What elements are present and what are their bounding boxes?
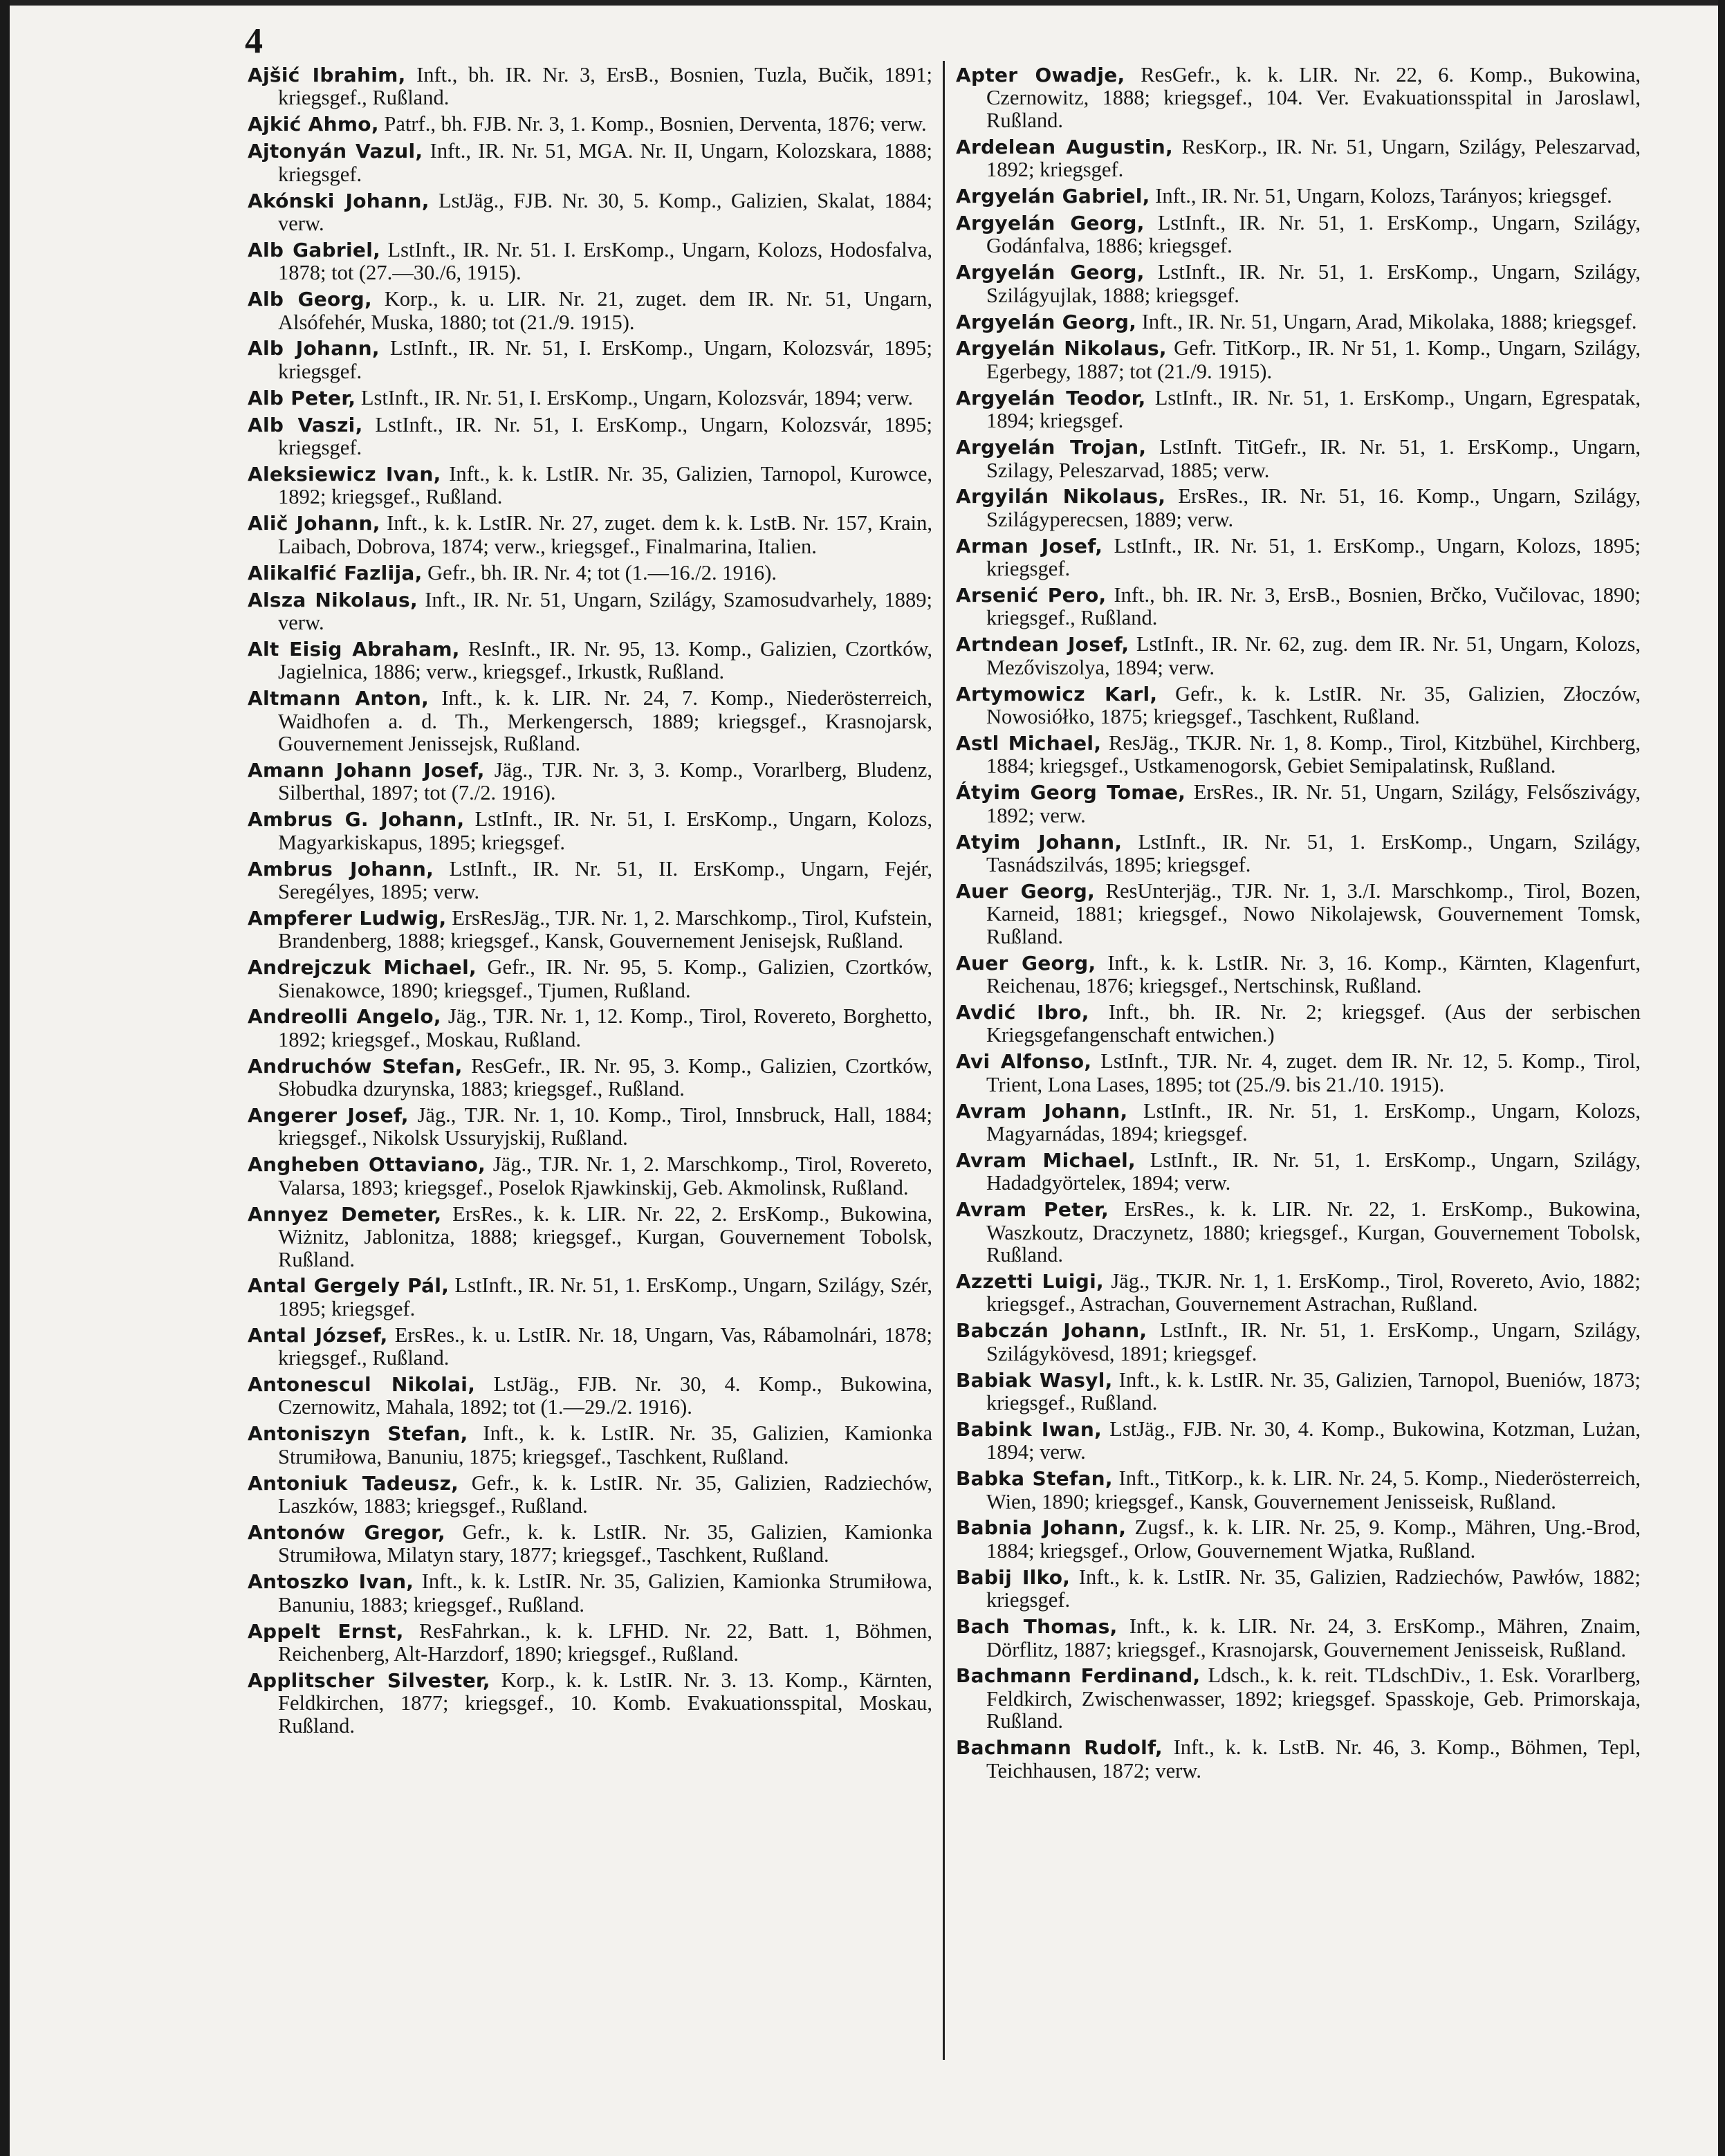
list-entry (956, 311, 1641, 333)
list-entry (956, 337, 1641, 383)
list-entry (956, 261, 1641, 306)
entry-details: Gefr. TitKorp., IR. Nr 51, 1. Komp., Ungarn, Szilágy, Egerbegy, 1887; tot (21./9. 1915). (986, 336, 1641, 383)
entry-name: Ajšić Ibrahim, (248, 64, 406, 86)
entry-name: Ajkić Ahmo, (248, 113, 379, 136)
entry-details: Jäg., TJR. Nr. 1, 10. Komp., Tirol, Innsbruck, Hall, 1884; kriegsgef., Nikolsk Ussuryjskij, Rußland. (278, 1103, 932, 1150)
entry-name: Alb Georg, (248, 288, 372, 311)
entry-name: Arsenić Pero, (956, 584, 1107, 607)
entry-name: Ajtonyán Vazul, (248, 140, 423, 163)
entry-details: Gefr., bh. IR. Nr. 4; tot (1.—16./2. 1916). (427, 560, 777, 584)
list-entry (956, 1149, 1641, 1195)
entry-details: Inft., k. k. LstIR. Nr. 27, zuget. dem k. k. LstB. Nr. 157, Krain, Laibach, Dobrova, 1874; verw., kriegsgef., Finalmarina, Italien. (278, 511, 932, 558)
entry-details: LstInft., IR. Nr. 51, 1. ErsKomp., Ungarn, Szilágy, Szilágyujlak, 1888; kriegsgef. (986, 260, 1641, 307)
entry-details: ResJäg., TKJR. Nr. 1, 8. Komp., Tirol, Kitzbühel, Kirchberg, 1884; kriegsgef., Ustkamenogorsk, Gebiet Semipalatinsk, Rußland. (986, 730, 1641, 778)
list-entry (248, 1472, 932, 1518)
entry-details: LstInft., IR. Nr. 51, 1. ErsKomp., Ungarn, Kolozs, Magyarnádas, 1894; kriegsgef. (986, 1098, 1641, 1145)
list-entry (248, 512, 932, 558)
list-entry (956, 1001, 1641, 1047)
entry-name: Andruchów Stefan, (248, 1054, 463, 1078)
entry-name: Argyelán Trojan, (956, 436, 1147, 459)
list-entry (248, 956, 932, 1002)
list-entry (248, 288, 932, 333)
list-entry (956, 1319, 1641, 1365)
entry-details: LstInft., IR. Nr. 51, 1. ErsKomp., Ungarn, Szilágy, Szér, 1895; kriegsgef. (278, 1273, 932, 1320)
list-entry (956, 880, 1641, 948)
entry-name: Andrejczuk Michael, (248, 956, 477, 979)
list-entry (248, 687, 932, 755)
entry-name: Astl Michael, (956, 731, 1102, 755)
entry-name: Argyelán Teodor, (956, 386, 1146, 409)
entry-name: Antonów Gregor, (248, 1520, 445, 1544)
entry-details: LstJäg., FJB. Nr. 30, 5. Komp., Galizien, Skalat, 1884; verw. (278, 188, 932, 235)
entry-details: Korp., k. k. LstIR. Nr. 3. 13. Komp., Kärnten, Feldkirchen, 1877; kriegsgef., 10. Komb. Evakuationsspital, Moskau, Rußland. (278, 1668, 933, 1738)
list-entry (248, 589, 932, 634)
entry-details: Inft., k. k. LIR. Nr. 24, 7. Komp., Niederösterreich, Waidhofen a. d. Th., Merkengersch, 1889; kriegsgef., Krasnojarsk, Gouvernement Jenissejsk, Rußland. (278, 686, 932, 755)
entry-name: Amann Johann Josef, (248, 758, 485, 782)
entry-details: LstInft., IR. Nr. 51, 1. ErsKomp., Ungarn, Szilágy, Godánfalva, 1886; kriegsgef. (986, 210, 1641, 258)
entry-name: Argyelán Georg, (956, 211, 1145, 234)
list-entry (956, 781, 1641, 827)
entry-name: Applitscher Silvester, (248, 1668, 490, 1692)
list-entry (956, 1050, 1641, 1096)
list-entry (956, 1198, 1641, 1266)
list-entry (248, 907, 932, 952)
list-entry (956, 185, 1641, 208)
entry-name: Antal József, (248, 1323, 388, 1347)
entry-name: Antal Gergely Pál, (248, 1274, 450, 1298)
list-entry (248, 387, 932, 409)
entry-name: Avdić Ibro, (956, 1000, 1089, 1024)
entry-name: Argyelán Gabriel, (956, 185, 1150, 208)
list-entry (956, 1566, 1641, 1612)
list-entry (248, 337, 932, 383)
entry-details: Inft., bh. IR. Nr. 3, ErsB., Bosnien, Tuzla, Bučik, 1891; kriegsgef., Rußland. (278, 63, 932, 110)
list-entry (248, 1203, 932, 1271)
entry-name: Ambrus Johann, (248, 857, 434, 881)
entry-name: Altmann Anton, (248, 687, 430, 710)
entry-details: Inft., k. k. LstIR. Nr. 35, Galizien, Kamionka Strumiłowa, Banuniu, 1875; kriegsgef., Taschkent, Rußland. (278, 1421, 932, 1468)
entry-details: Jäg., TJR. Nr. 1, 12. Komp., Tirol, Rovereto, Borghetto, 1892; kriegsgef., Moskau, Rußland. (278, 1004, 933, 1051)
entry-name: Andreolli Angelo, (248, 1005, 441, 1029)
right-column (956, 64, 1641, 1785)
entry-name: Angheben Ottaviano, (248, 1153, 486, 1177)
list-entry (956, 1615, 1641, 1661)
entry-details: ErsRes., IR. Nr. 51, Ungarn, Szilágy, Felsőszivágy, 1892; verw. (986, 780, 1641, 827)
entry-details: Jäg., TJR. Nr. 1, 2. Marschkomp., Tirol, Rovereto, Valarsa, 1893; kriegsgef., Poselok Rjawkinskij, Geb. Akmolinsk, Rußland. (278, 1152, 932, 1199)
list-entry (248, 1521, 932, 1567)
entry-details: Gefr., IR. Nr. 95, 5. Komp., Galizien, Czortków, Sienakowce, 1890; kriegsgef., Tjumen, Rußland. (278, 955, 932, 1002)
list-entry (956, 1467, 1641, 1513)
entry-name: Avram Peter, (956, 1198, 1109, 1222)
entry-details: Gefr., k. k. LstIR. Nr. 35, Galizien, Złoczów, Nowosiółko, 1875; kriegsgef., Taschkent, Rußland. (986, 681, 1641, 729)
entry-details: Jäg., TJR. Nr. 3, 3. Komp., Vorarlberg, Bludenz, Silberthal, 1897; tot (7./2. 1916). (278, 757, 932, 805)
list-entry (248, 64, 932, 109)
entry-name: Babnia Johann, (956, 1516, 1127, 1540)
list-entry (248, 113, 932, 136)
entry-details: Inft., k. k. LstB. Nr. 46, 3. Komp., Böhmen, Tepl, Teichhausen, 1872; verw. (986, 1735, 1641, 1782)
column-divider (943, 61, 945, 2060)
entry-name: Babiak Wasyl, (956, 1368, 1113, 1392)
entry-details: Inft., k. k. LstIR. Nr. 35, Galizien, Tarnopol, Kurowce, 1892; kriegsgef., Rußland. (278, 462, 932, 509)
list-entry (248, 1274, 932, 1320)
list-entry (248, 562, 932, 584)
entry-name: Alb Gabriel, (248, 238, 381, 261)
entry-details: Inft., k. k. LstIR. Nr. 35, Galizien, Tarnopol, Bueniów, 1873; kriegsgef., Rußland. (986, 1367, 1641, 1415)
list-entry (956, 1664, 1641, 1732)
entry-details: Korp., k. u. LIR. Nr. 21, zuget. dem IR. Nr. 51, Ungarn, Alsófehér, Muska, 1880; tot (21./9. 1915). (278, 287, 933, 334)
entry-name: Antoniszyn Stefan, (248, 1422, 468, 1446)
entry-details: ErsResJäg., TJR. Nr. 1, 2. Marschkomp., Tirol, Kufstein, Brandenberg, 1888; kriegsgef., Kansk, Gouvernement Jenisejsk, Rußland. (278, 905, 933, 953)
entry-name: Bach Thomas, (956, 1615, 1118, 1639)
list-entry (956, 136, 1641, 181)
entry-details: Inft., IR. Nr. 51, Ungarn, Szilágy, Szamosudvarhely, 1889; verw. (278, 587, 932, 634)
list-entry (956, 387, 1641, 432)
entry-details: Inft., IR. Nr. 51, MGA. Nr. II, Ungarn, Kolozskara, 1888; kriegsgef. (278, 139, 933, 186)
entry-details: LstInft., IR. Nr. 51, I. ErsKomp., Ungarn, Kolozsvár, 1894; verw. (360, 385, 914, 409)
entry-details: LstInft., IR. Nr. 51, 1. ErsKomp., Ungarn, Egrespatak, 1894; kriegsgef. (986, 385, 1641, 433)
scan-border-top (0, 0, 1725, 6)
entry-name: Alikalfić Fazlija, (248, 561, 423, 584)
entry-name: Alt Eisig Abraham, (248, 637, 460, 661)
entry-details: Jäg., TKJR. Nr. 1, 1. ErsKomp., Tirol, Rovereto, Avio, 1882; kriegsgef., Astrachan, Gouvernement Astrachan, Rußland. (986, 1269, 1641, 1316)
entry-details: Gefr., k. k. LstIR. Nr. 35, Galizien, Radziechów, Laszków, 1883; kriegsgef., Rußland. (278, 1471, 932, 1518)
list-entry (956, 1736, 1641, 1782)
entry-details: Inft., IR. Nr. 51, Ungarn, Kolozs, Tarányos; kriegsgef. (1155, 184, 1612, 208)
list-entry (956, 436, 1641, 481)
entry-name: Alsza Nikolaus, (248, 588, 418, 611)
entry-details: Patrf., bh. FJB. Nr. 3, 1. Komp., Bosnien, Derventa, 1876; verw. (384, 112, 927, 136)
list-entry (248, 239, 932, 284)
list-entry (248, 1669, 932, 1737)
list-entry (248, 1422, 932, 1468)
entry-name: Arman Josef, (956, 534, 1103, 558)
entry-details: Ldsch., k. k. reit. TLdschDiv., 1. Esk. Vorarlberg, Feldkirch, Zwischenwasser, 1892; kriegsgef. Spasskoje, Geb. Primorskaja, Rußland. (986, 1664, 1641, 1733)
left-column (248, 64, 932, 1741)
entry-details: LstJäg., FJB. Nr. 30, 4. Komp., Bukowina, Czernowitz, Mahala, 1892; tot (1.—29./2. 1916). (278, 1372, 933, 1419)
entry-name: Artymowicz Karl, (956, 682, 1158, 706)
entry-details: ResKorp., IR. Nr. 51, Ungarn, Szilágy, Peleszarvad, 1892; kriegsgef. (986, 134, 1641, 182)
entry-details: Inft., bh. IR. Nr. 3, ErsB., Bosnien, Brčko, Vučilovac, 1890; kriegsgef., Rußland. (986, 583, 1641, 630)
entry-details: LstInft., IR. Nr. 51, I. ErsKomp., Ungarn, Kolozs, Magyarkiskapus, 1895; kriegsgef. (278, 807, 933, 854)
entry-name: Avi Alfonso, (956, 1050, 1092, 1074)
entry-details: ErsRes., k. k. LIR. Nr. 22, 2. ErsKomp., Bukowina, Wiżnitz, Jablonitza, 1888; kriegsgef., Kurgan, Gouvernement Tobolsk, Rußland. (278, 1201, 933, 1271)
list-entry (956, 212, 1641, 257)
entry-name: Azzetti Luigi, (956, 1269, 1104, 1293)
scan-border-left (0, 0, 10, 2156)
entry-details: ErsRes., k. u. LstIR. Nr. 18, Ungarn, Vas, Rábamolnári, 1878; kriegsgef., Rußland. (278, 1323, 932, 1370)
list-entry (248, 1373, 932, 1419)
entry-details: LstJäg., FJB. Nr. 30, 4. Komp., Bukowina, Kotzman, Lużan, 1894; verw. (986, 1417, 1641, 1464)
entry-name: Argyelán Georg, (956, 310, 1137, 333)
entry-details: LstInft., IR. Nr. 51. I. ErsKomp., Ungarn, Kolozs, Hodosfalva, 1878; tot (27.—30./6, 1915). (278, 237, 932, 285)
entry-details: LstInft., IR. Nr. 51, 1. ErsKomp., Ungarn, Kolozs, 1895; kriegsgef. (986, 533, 1641, 581)
entry-details: LstInft., IR. Nr. 62, zug. dem IR. Nr. 51, Ungarn, Kolozs, Mezőviszolya, 1894; verw. (986, 632, 1641, 679)
entry-details: Gefr., k. k. LstIR. Nr. 35, Galizien, Kamionka Strumiłowa, Milatyn stary, 1877; kriegsgef., Taschkent, Rußland. (278, 1520, 932, 1567)
entry-name: Aleksiewicz Ivan, (248, 463, 441, 486)
entry-name: Alb Peter, (248, 386, 356, 409)
entry-name: Annyez Demeter, (248, 1202, 442, 1226)
list-entry (248, 1620, 932, 1666)
list-entry (248, 190, 932, 235)
entry-name: Babczán Johann, (956, 1319, 1147, 1343)
entry-details: LstInft., IR. Nr. 51, 1. ErsKomp., Ungarn, Szilágy, Tasnádszilvás, 1895; kriegsgef. (986, 829, 1641, 876)
entry-name: Ambrus G. Johann, (248, 808, 465, 831)
list-entry (956, 633, 1641, 679)
list-entry (248, 858, 932, 903)
entry-name: Argyelán Nikolaus, (956, 337, 1167, 360)
list-entry (956, 683, 1641, 728)
entry-details: Inft., bh. IR. Nr. 2; kriegsgef. (Aus der serbischen Kriegsgefangenschaft entwichen.) (986, 999, 1641, 1047)
entry-name: Babka Stefan, (956, 1467, 1113, 1491)
list-entry (248, 1005, 932, 1051)
list-entry (956, 1369, 1641, 1415)
entry-name: Appelt Ernst, (248, 1619, 404, 1643)
list-entry (956, 952, 1641, 997)
list-entry (248, 414, 932, 459)
entry-name: Alič Johann, (248, 512, 380, 535)
scan-border-right (1718, 0, 1725, 2156)
entry-name: Antoniuk Tadeusz, (248, 1471, 459, 1495)
list-entry (956, 1100, 1641, 1145)
list-entry (956, 1516, 1641, 1562)
list-entry (248, 140, 932, 185)
entry-name: Auer Georg, (956, 879, 1096, 903)
entry-details: LstInft., IR. Nr. 51, 1. ErsKomp., Ungarn, Szilágy, Hadadgyörteleк, 1894; verw. (986, 1148, 1641, 1195)
entry-name: Babij Ilko, (956, 1565, 1071, 1589)
entry-name: Akónski Johann, (248, 189, 430, 212)
entry-details: Inft., TitKorp., k. k. LIR. Nr. 24, 5. Komp., Niederösterreich, Wien, 1890; kriegsgef., Kansk, Gouvernement Jenisseisk, Rußland. (986, 1466, 1641, 1513)
list-entry (956, 64, 1641, 131)
entry-details: ErsRes., IR. Nr. 51, 16. Komp., Ungarn, Szilágy, Szilágyperecsen, 1889; verw. (986, 484, 1641, 531)
entry-name: Babink Iwan, (956, 1417, 1103, 1441)
entry-name: Bachmann Ferdinand, (956, 1664, 1201, 1688)
list-entry (248, 1324, 932, 1370)
entry-details: ResGefr., IR. Nr. 95, 3. Komp., Galizien, Czortków, Słobudka dzurynska, 1883; kriegsgef., Rußland. (278, 1053, 933, 1101)
entry-name: Apter Owadje, (956, 64, 1125, 86)
entry-name: Argyilán Nikolaus, (956, 485, 1166, 508)
entry-name: Antonescul Nikolai, (248, 1373, 476, 1397)
entry-name: Avram Johann, (956, 1099, 1128, 1123)
entry-details: LstInft., IR. Nr. 51, I. ErsKomp., Ungarn, Kolozsvár, 1895; kriegsgef. (278, 336, 932, 383)
entry-name: Argyelán Georg, (956, 261, 1145, 284)
entry-name: Avram Michael, (956, 1148, 1136, 1172)
entry-name: Bachmann Rudolf, (956, 1736, 1163, 1760)
entry-details: Inft., IR. Nr. 51, Ungarn, Arad, Mikolaka, 1888; kriegsgef. (1141, 309, 1637, 333)
entry-name: Átyim Georg Tomae, (956, 781, 1186, 804)
list-entry (956, 584, 1641, 629)
entry-details: ErsRes., k. k. LIR. Nr. 22, 1. ErsKomp., Bukowina, Waszkoutz, Draczynetz, 1880; kriegsgef., Kurgan, Gouvernement Tobolsk, Rußland. (986, 1197, 1641, 1266)
list-entry (956, 732, 1641, 777)
entry-name: Antoszko Ivan, (248, 1570, 414, 1594)
list-entry (248, 463, 932, 508)
list-entry (248, 1570, 932, 1616)
list-entry (956, 1270, 1641, 1316)
entry-details: LstInft., IR. Nr. 51, II. ErsKomp., Ungarn, Fejér, Seregélyes, 1895; verw. (278, 856, 932, 903)
list-entry (956, 831, 1641, 876)
entry-name: Ardelean Augustin, (956, 135, 1173, 158)
list-entry (248, 759, 932, 804)
list-entry (248, 1104, 932, 1150)
entry-details: LstInft. TitGefr., IR. Nr. 51, 1. ErsKomp., Ungarn, Szilagy, Peleszarvad, 1885; verw. (986, 435, 1641, 482)
entry-name: Alb Johann, (248, 337, 380, 360)
entry-details: ResFahrkan., k. k. LFHD. Nr. 22, Batt. 1, Böhmen, Reichenberg, Alt-Harzdorf, 1890; kriegsgef., Rußland. (278, 1619, 933, 1666)
entry-details: Inft., k. k. LstIR. Nr. 35, Galizien, Kamionka Strumiłowa, Banuniu, 1883; kriegsgef., Rußland. (278, 1569, 932, 1616)
entry-name: Alb Vaszi, (248, 413, 363, 436)
entry-name: Artndean Josef, (956, 633, 1129, 656)
list-entry (956, 485, 1641, 531)
entry-details: Inft., k. k. LIR. Nr. 24, 3. ErsKomp., Mähren, Znaim, Dörflitz, 1887; kriegsgef., Krasnojarsk, Gouvernement Jenisseisk, Rußland. (986, 1614, 1641, 1661)
entry-details: ResInft., IR. Nr. 95, 13. Komp., Galizien, Czortków, Jagielnica, 1886; verw., kriegsgef., Irkustk, Rußland. (278, 636, 933, 684)
entry-name: Auer Georg, (956, 951, 1096, 975)
entry-name: Angerer Josef, (248, 1104, 409, 1127)
entry-details: LstInft., TJR. Nr. 4, zuget. dem IR. Nr. 12, 5. Komp., Tirol, Trient, Lona Lases, 1895; tot (25./9. bis 21./10. 1915). (986, 1049, 1641, 1096)
entry-details: Inft., k. k. LstIR. Nr. 3, 16. Komp., Kärnten, Klagenfurt, Reichenau, 1876; kriegsgef., Nertschinsk, Rußland. (986, 950, 1641, 998)
entry-details: ResGefr., k. k. LIR. Nr. 22, 6. Komp., Bukowina, Czernowitz, 1888; kriegsgef., 104. Ver. Evakuationsspital in Jaroslawl, Rußland. (986, 63, 1641, 132)
page-number: 4 (245, 21, 263, 61)
entry-details: Inft., k. k. LstIR. Nr. 35, Galizien, Radziechów, Pawłów, 1882; kriegsgef. (986, 1565, 1641, 1612)
entry-details: LstInft., IR. Nr. 51, 1. ErsKomp., Ungarn, Szilágy, Szilágykövesd, 1891; kriegsgef. (986, 1318, 1641, 1365)
entry-name: Atyim Johann, (956, 830, 1123, 854)
list-entry (956, 1418, 1641, 1464)
list-entry (248, 808, 932, 854)
entry-details: LstInft., IR. Nr. 51, I. ErsKomp., Ungarn, Kolozsvár, 1895; kriegsgef. (278, 412, 932, 460)
list-entry (248, 1055, 932, 1100)
entry-name: Ampferer Ludwig, (248, 906, 447, 930)
list-entry (248, 1153, 932, 1199)
entry-details: ResUnterjäg., TJR. Nr. 1, 3./I. Marschkomp., Tirol, Bozen, Karneid, 1881; kriegsgef., Nowo Nikolajewsk, Gouvernement Tomsk, Rußland. (986, 878, 1641, 948)
list-entry (248, 638, 932, 683)
entry-details: Zugsf., k. k. LIR. Nr. 25, 9. Komp., Mähren, Ung.-Brod, 1884; kriegsgef., Orlow, Gouvernement Wjatka, Rußland. (986, 1515, 1641, 1563)
list-entry (956, 535, 1641, 580)
